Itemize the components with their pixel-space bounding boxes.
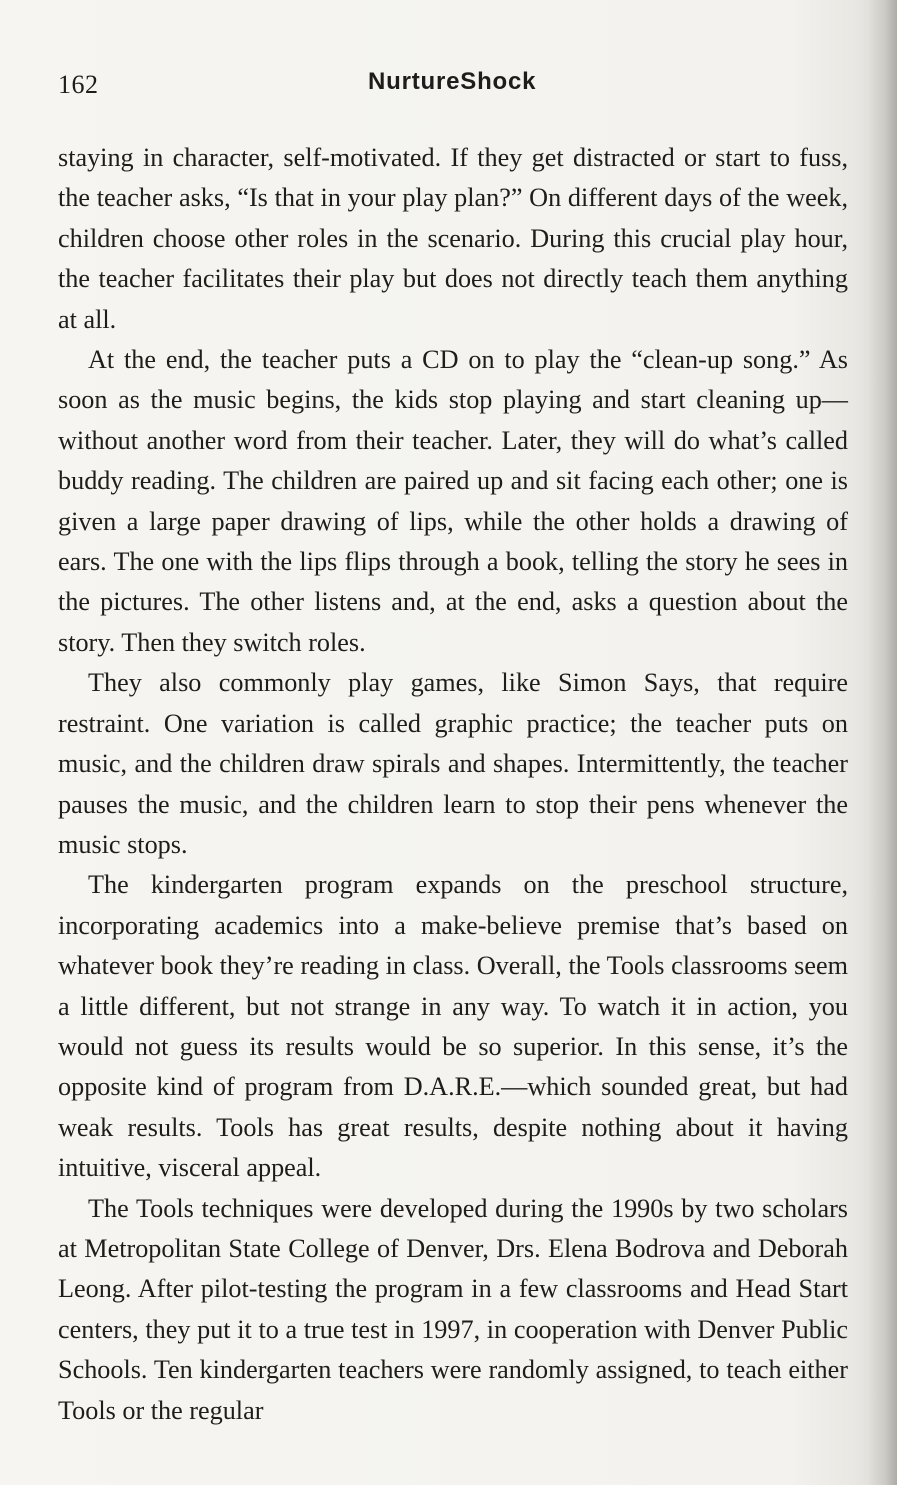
page-number: 162	[58, 70, 99, 99]
paragraph: The kindergarten program expands on the preschool structure, incorporating academics into a make-believe premise that’s based on whatever book they’re reading in class. Overall, the Tools classrooms seem a little different, but not strange in any way. To watch it in action, you would not guess its results would be so superior. In this sense, it’s the opposite kind of program from D.A.R.E.—which sounded great, but had weak results. Tools has great results, despite nothing about it having intuitive, visceral appeal.	[58, 870, 848, 1183]
running-head: NurtureShock	[368, 68, 537, 95]
paragraph: They also commonly play games, like Simon Says, that require restraint. One variation is called graphic practice; the teacher puts on music, and the children draw spirals and shapes. Intermittently, the teacher pauses the music, and the children learn to stop their pens whenever the music stops.	[58, 668, 848, 859]
paragraph: At the end, the teacher puts a CD on to play the “clean-up song.” As soon as the music begins, the kids stop playing and start cleaning up—without another word from their teacher. Later, they will do what’s called buddy reading. The children are paired up and sit facing each other; one is given a large paper drawing of lips, while the other holds a drawing of ears. The one with the lips flips through a book, telling the story he sees in the pictures. The other listens and, at the end, asks a question about the story. Then they switch roles.	[58, 345, 848, 657]
paragraph: staying in character, self-motivated. If they get distracted or start to fuss, the teacher asks, “Is that in your play plan?” On different days of the week, children choose other roles in the scenario. During this crucial play hour, the teacher facilitates their play but does not directly teach them anything at all.	[58, 143, 848, 334]
page-edge-shadow	[867, 0, 897, 1485]
page-header	[58, 66, 848, 106]
paragraph: The Tools techniques were developed during the 1990s by two scholars at Metropolitan State College of Denver, Drs. Elena Bodrova and Deborah Leong. After pilot-testing the program in a few classrooms and Head Start centers, they put it to a true test in 1997, in cooperation with Denver Public Schools. Ten kindergarten teachers were randomly assigned, to teach either Tools or the regular	[58, 1193, 848, 1425]
body-text	[58, 138, 848, 1431]
